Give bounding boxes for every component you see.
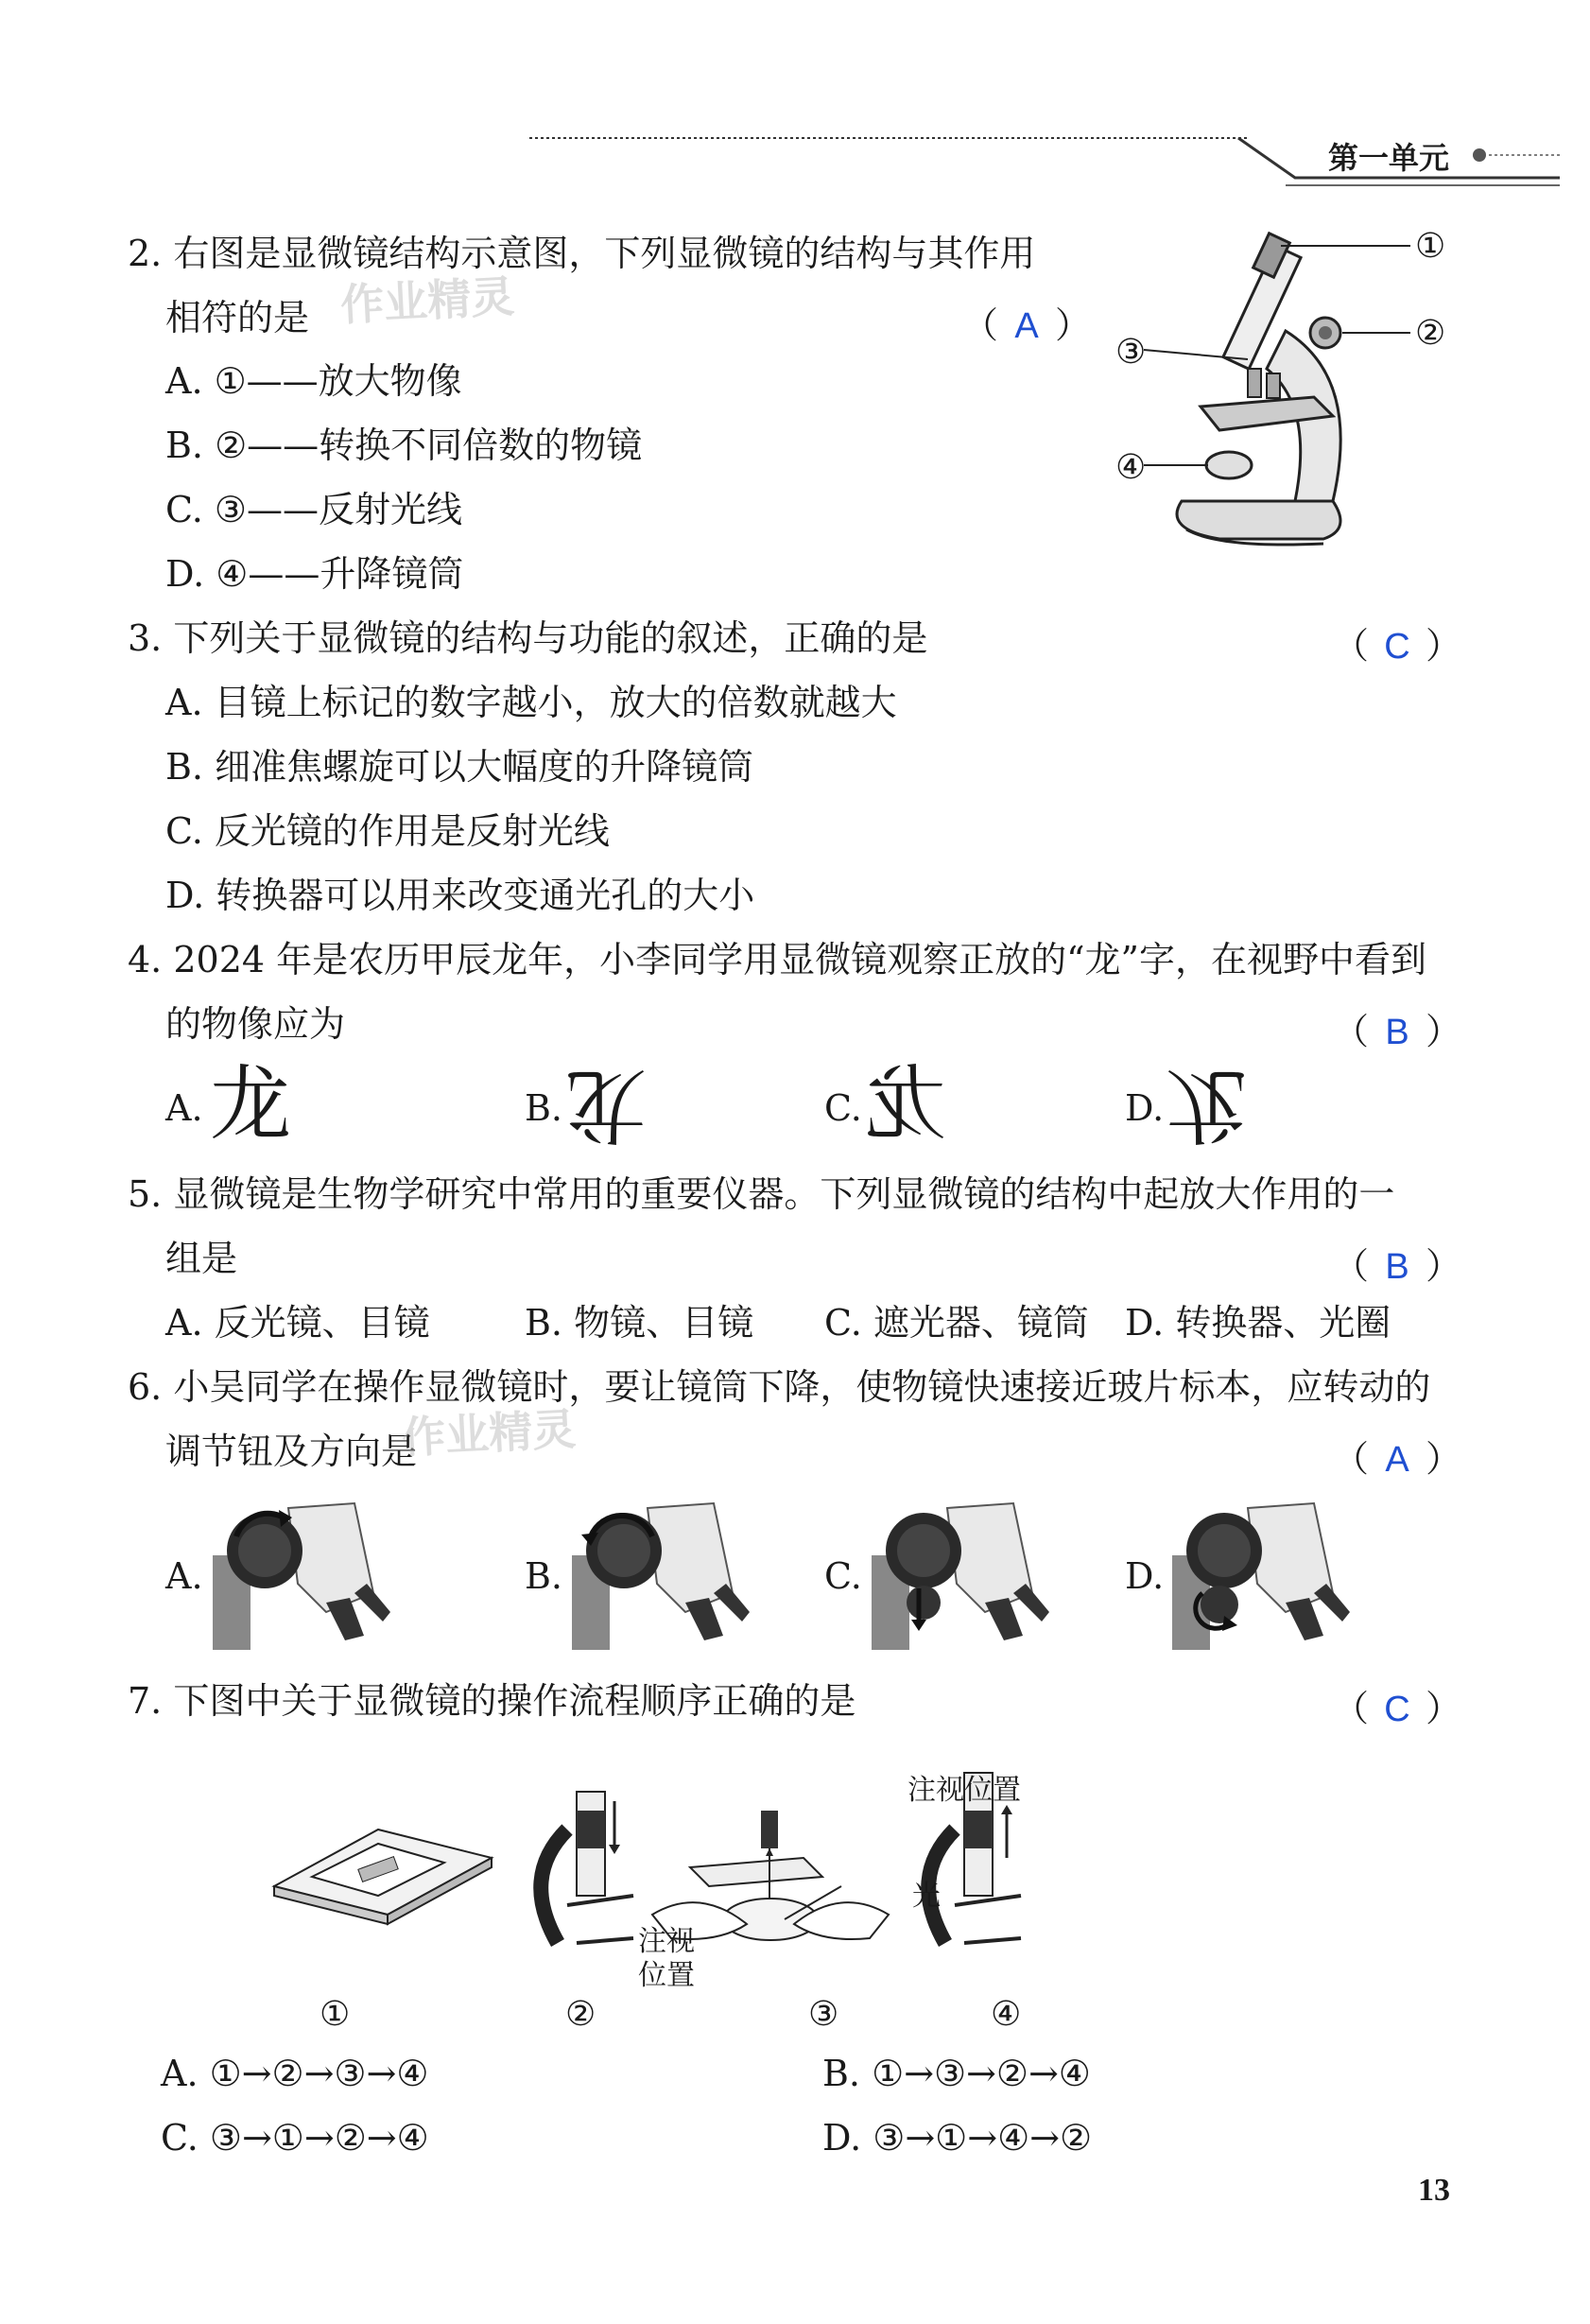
q2-option-b: B. ②——转换不同倍数的物镜 bbox=[165, 425, 643, 466]
q5-stem-line2: 组是 bbox=[165, 1238, 238, 1279]
q4-glyph-a: 龙 bbox=[210, 1057, 291, 1152]
q4-label-a: A. bbox=[165, 1087, 203, 1129]
q6-label-c: C. bbox=[824, 1555, 862, 1597]
q5-stem-line1: 5. 显微镜是生物学研究中常用的重要仪器。下列显微镜的结构中起放大作用的一 bbox=[128, 1173, 1395, 1215]
q7-caption-2: ② bbox=[565, 1995, 596, 2034]
q6-image-a bbox=[213, 1499, 392, 1650]
q6-image-d bbox=[1172, 1499, 1352, 1650]
q3-option-b: B. 细准焦螺旋可以大幅度的升降镜筒 bbox=[165, 746, 754, 788]
microscope-diagram bbox=[1106, 217, 1484, 558]
q5-option-a: A. 反光镜、目镜 bbox=[165, 1302, 430, 1344]
q7-caption-3: ③ bbox=[808, 1995, 839, 2034]
q2-option-d: D. ④——升降镜筒 bbox=[165, 553, 464, 595]
q7-option-c: C. ③→①→②→④ bbox=[161, 2117, 429, 2159]
q6-label-a: A. bbox=[165, 1555, 203, 1597]
q6-answer: （ A ） bbox=[1333, 1438, 1462, 1480]
q7-annot-light: 光 bbox=[912, 1880, 941, 1913]
page-number: 13 bbox=[1418, 2173, 1450, 2208]
q6-stem-line1: 6. 小吴同学在操作显微镜时，要让镜筒下降，使物镜快速接近玻片标本，应转动的 bbox=[128, 1366, 1431, 1408]
diagram-label-2: ② bbox=[1415, 314, 1446, 353]
q5-option-b: B. 物镜、目镜 bbox=[525, 1302, 754, 1344]
q7-answer: （ C ） bbox=[1333, 1688, 1462, 1729]
watermark: 作业精灵 bbox=[338, 270, 516, 331]
q3-stem: 3. 下列关于显微镜的结构与功能的叙述，正确的是 bbox=[128, 617, 928, 659]
q7-annot-watch-side1: 注视 bbox=[638, 1925, 695, 1958]
watermark-2: 作业精灵 bbox=[400, 1403, 578, 1464]
q6-image-b bbox=[572, 1499, 752, 1650]
q4-glyph-b: 龙 bbox=[565, 1057, 647, 1152]
q5-answer: （ B ） bbox=[1333, 1245, 1462, 1287]
q7-option-a: A. ①→②→③→④ bbox=[161, 2053, 429, 2094]
q6-image-c bbox=[872, 1499, 1051, 1650]
q4-glyph-d: 龙 bbox=[1166, 1057, 1247, 1152]
q2-answer: （ A ） bbox=[962, 304, 1092, 346]
q6-stem-line2: 调节钮及方向是 bbox=[165, 1431, 418, 1472]
q3-answer: （ C ） bbox=[1333, 625, 1462, 667]
q7-annot-watch-top: 注视位置 bbox=[907, 1774, 1021, 1807]
q7-option-b: B. ①→③→②→④ bbox=[822, 2053, 1091, 2094]
header-dot-icon bbox=[1473, 148, 1486, 162]
q7-caption-4: ④ bbox=[991, 1995, 1022, 2034]
diagram-label-3: ③ bbox=[1115, 333, 1147, 372]
q3-option-c: C. 反光镜的作用是反射光线 bbox=[165, 810, 610, 852]
diagram-label-1: ① bbox=[1415, 227, 1446, 266]
q2-stem-line2: 相符的是 bbox=[165, 297, 310, 338]
q4-label-b: B. bbox=[525, 1087, 563, 1129]
q4-answer: （ B ） bbox=[1333, 1011, 1462, 1052]
q5-option-d: D. 转换器、光圈 bbox=[1125, 1302, 1391, 1344]
q6-label-b: B. bbox=[525, 1555, 563, 1597]
q4-label-c: C. bbox=[824, 1087, 862, 1129]
q5-option-c: C. 遮光器、镜筒 bbox=[824, 1302, 1089, 1344]
q4-label-d: D. bbox=[1125, 1087, 1165, 1129]
q2-stem-line1: 2. 右图是显微镜结构示意图，下列显微镜的结构与其作用 bbox=[128, 233, 1036, 274]
q3-option-a: A. 目镜上标记的数字越小，放大的倍数就越大 bbox=[165, 682, 897, 723]
q4-glyph-c: 龙 bbox=[865, 1057, 946, 1152]
diagram-label-4: ④ bbox=[1115, 448, 1147, 487]
q4-stem-line2: 的物像应为 bbox=[165, 1003, 346, 1045]
q2-option-c: C. ③——反射光线 bbox=[165, 489, 462, 530]
unit-title: 第一单元 bbox=[1328, 140, 1450, 176]
q7-annot-watch-side2: 位置 bbox=[638, 1959, 695, 1992]
q6-label-d: D. bbox=[1125, 1555, 1165, 1597]
q4-stem-line1: 4. 2024 年是农历甲辰龙年，小李同学用显微镜观察正放的“龙”字，在视野中看到 bbox=[128, 939, 1426, 980]
q7-option-d: D. ③→①→④→② bbox=[822, 2117, 1093, 2159]
q3-option-d: D. 转换器可以用来改变通光孔的大小 bbox=[165, 875, 755, 916]
q7-caption-1: ① bbox=[320, 1995, 351, 2034]
q7-stem: 7. 下图中关于显微镜的操作流程顺序正确的是 bbox=[128, 1680, 856, 1722]
q2-option-a: A. ①——放大物像 bbox=[165, 360, 462, 402]
